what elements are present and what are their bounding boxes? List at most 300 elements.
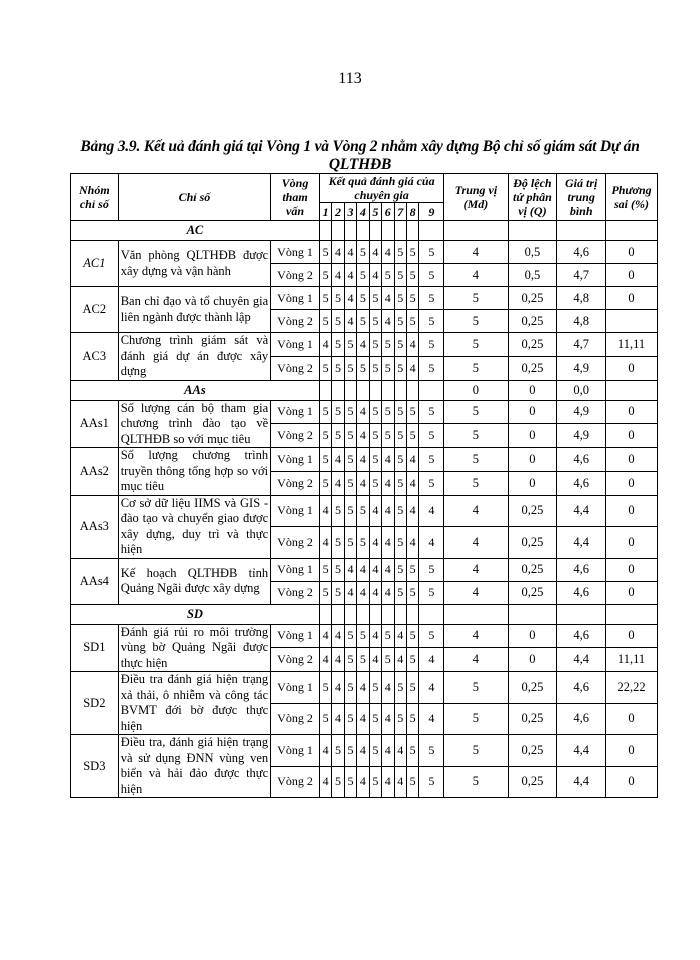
indicator-code: SD2 [71, 672, 119, 735]
expert-score: 5 [319, 672, 331, 704]
expert-score: 5 [319, 310, 331, 333]
header-indicator: Chỉ số [118, 174, 270, 221]
mean-value: 4,6 [557, 558, 606, 581]
deviation-value: 0,25 [508, 333, 557, 357]
expert-score: 4 [332, 624, 344, 648]
expert-score: 5 [319, 287, 331, 310]
expert-score: 5 [344, 448, 356, 472]
expert-score: 4 [394, 735, 406, 767]
header-variance: Phương sai (%) [606, 174, 658, 221]
table-row [71, 241, 658, 264]
expert-score: 4 [369, 558, 381, 581]
expert-score: 4 [319, 495, 331, 527]
mean-value: 4,4 [557, 495, 606, 527]
round-label: Vòng 2 [271, 527, 320, 559]
expert-score: 5 [344, 400, 356, 424]
indicator-text: Kế hoạch QLTHĐB tỉnh Quảng Ngãi được xây dựng [118, 558, 270, 604]
expert-score: 5 [394, 448, 406, 472]
deviation-value: 0,5 [508, 264, 557, 287]
expert-score: 5 [419, 624, 444, 648]
results-table [70, 173, 658, 798]
round-label: Vòng 2 [271, 356, 320, 380]
median-value: 5 [444, 400, 508, 424]
round-label: Vòng 2 [271, 766, 320, 798]
median-value: 5 [444, 333, 508, 357]
expert-score: 5 [394, 495, 406, 527]
empty-score-cell [382, 221, 394, 241]
deviation-value: 0,25 [508, 672, 557, 704]
expert-score: 5 [382, 624, 394, 648]
expert-score: 5 [357, 624, 369, 648]
expert-score: 4 [357, 400, 369, 424]
expert-score: 4 [382, 735, 394, 767]
indicator-code: SD3 [71, 735, 119, 798]
mean-value: 4,4 [557, 735, 606, 767]
median-value: 4 [444, 495, 508, 527]
expert-score: 4 [344, 558, 356, 581]
expert-score: 5 [319, 424, 331, 448]
variance-value: 0 [606, 624, 658, 648]
group-code: AC [71, 221, 320, 241]
indicator-code: AC2 [71, 287, 119, 333]
empty-score-cell [406, 380, 418, 400]
indicator-text: Cơ sở dữ liệu IIMS và GIS - đào tạo và chuyển giao được xây dựng, duy trì và thực hiện [118, 495, 270, 558]
header-expert-number: 1 [319, 203, 331, 221]
expert-score: 4 [369, 624, 381, 648]
expert-score: 5 [394, 703, 406, 735]
variance-value: 0 [606, 495, 658, 527]
expert-score: 5 [319, 581, 331, 604]
empty-score-cell [394, 604, 406, 624]
expert-score: 5 [406, 766, 418, 798]
expert-score: 5 [344, 356, 356, 380]
expert-score: 4 [382, 703, 394, 735]
mean-value: 4,4 [557, 766, 606, 798]
empty-score-cell [357, 221, 369, 241]
expert-score: 4 [344, 287, 356, 310]
expert-score: 5 [369, 356, 381, 380]
expert-score: 5 [357, 495, 369, 527]
empty-score-cell [406, 604, 418, 624]
expert-score: 4 [319, 766, 331, 798]
indicator-code: AC3 [71, 333, 119, 381]
expert-score: 4 [382, 287, 394, 310]
expert-score: 4 [357, 735, 369, 767]
header-expert-number: 7 [394, 203, 406, 221]
expert-score: 4 [357, 333, 369, 357]
expert-score: 4 [344, 310, 356, 333]
empty-score-cell [357, 380, 369, 400]
empty-score-cell [319, 604, 331, 624]
mean-value: 4,6 [557, 624, 606, 648]
expert-score: 5 [344, 648, 356, 672]
deviation-value: 0,25 [508, 287, 557, 310]
group-variance [606, 221, 658, 241]
indicator-code: AAs1 [71, 400, 119, 448]
expert-score: 4 [382, 581, 394, 604]
variance-value: 0 [606, 735, 658, 767]
expert-score: 5 [394, 241, 406, 264]
deviation-value: 0,25 [508, 766, 557, 798]
empty-score-cell [419, 221, 444, 241]
expert-score: 5 [406, 400, 418, 424]
expert-score: 5 [419, 400, 444, 424]
expert-score: 5 [406, 310, 418, 333]
deviation-value: 0 [508, 424, 557, 448]
table-row [71, 624, 658, 648]
expert-score: 5 [369, 766, 381, 798]
median-value: 4 [444, 264, 508, 287]
expert-score: 4 [382, 558, 394, 581]
round-label: Vòng 1 [271, 400, 320, 424]
empty-score-cell [332, 380, 344, 400]
expert-score: 4 [319, 333, 331, 357]
expert-score: 5 [419, 766, 444, 798]
empty-score-cell [344, 221, 356, 241]
indicator-text: Điều tra đánh giá hiện trạng xả thải, ô nhiễm và công tác BVMT đới bờ được thực hiện [118, 672, 270, 735]
indicator-code: AAs3 [71, 495, 119, 558]
expert-score: 5 [344, 527, 356, 559]
header-expert-number: 9 [419, 203, 444, 221]
expert-score: 5 [419, 356, 444, 380]
median-value: 4 [444, 648, 508, 672]
expert-score: 5 [369, 471, 381, 495]
expert-score: 4 [369, 264, 381, 287]
expert-score: 5 [357, 356, 369, 380]
group-median [444, 221, 508, 241]
expert-score: 4 [357, 703, 369, 735]
empty-score-cell [357, 604, 369, 624]
deviation-value: 0 [508, 648, 557, 672]
header-group: Nhóm chỉ số [71, 174, 119, 221]
mean-value: 4,6 [557, 672, 606, 704]
group-variance [606, 380, 658, 400]
median-value: 4 [444, 527, 508, 559]
expert-score: 4 [369, 648, 381, 672]
median-value: 5 [444, 703, 508, 735]
expert-score: 5 [369, 735, 381, 767]
expert-score: 5 [369, 424, 381, 448]
expert-score: 5 [406, 648, 418, 672]
expert-score: 5 [419, 448, 444, 472]
expert-score: 5 [332, 766, 344, 798]
expert-score: 5 [406, 624, 418, 648]
mean-value: 4,6 [557, 241, 606, 264]
table-row [71, 672, 658, 704]
expert-score: 5 [382, 333, 394, 357]
expert-score: 5 [394, 333, 406, 357]
header-expert-number: 3 [344, 203, 356, 221]
round-label: Vòng 2 [271, 264, 320, 287]
expert-score: 5 [332, 310, 344, 333]
expert-score: 4 [319, 735, 331, 767]
expert-score: 4 [357, 558, 369, 581]
expert-score: 5 [394, 581, 406, 604]
expert-score: 5 [406, 287, 418, 310]
median-value: 5 [444, 735, 508, 767]
expert-score: 5 [319, 448, 331, 472]
empty-score-cell [419, 380, 444, 400]
expert-score: 4 [357, 448, 369, 472]
variance-value: 0 [606, 581, 658, 604]
expert-score: 5 [357, 287, 369, 310]
expert-score: 5 [344, 766, 356, 798]
group-deviation: 0 [508, 380, 557, 400]
deviation-value: 0 [508, 400, 557, 424]
expert-score: 5 [369, 400, 381, 424]
expert-score: 4 [319, 648, 331, 672]
variance-value: 0 [606, 448, 658, 472]
expert-score: 5 [406, 264, 418, 287]
deviation-value: 0,25 [508, 703, 557, 735]
expert-score: 4 [382, 672, 394, 704]
variance-value: 22,22 [606, 672, 658, 704]
expert-score: 5 [357, 527, 369, 559]
expert-score: 4 [332, 648, 344, 672]
variance-value: 0 [606, 356, 658, 380]
expert-score: 5 [406, 581, 418, 604]
deviation-value: 0,25 [508, 356, 557, 380]
expert-score: 5 [419, 310, 444, 333]
expert-score: 4 [419, 495, 444, 527]
mean-value: 4,7 [557, 264, 606, 287]
indicator-code: AAs2 [71, 448, 119, 496]
indicator-text: Ban chỉ đạo và tổ chuyên gia liên ngành được thành lập [118, 287, 270, 333]
empty-score-cell [419, 604, 444, 624]
header-experts: Kết quả đánh giá của chuyên gia [319, 174, 443, 203]
expert-score: 4 [332, 241, 344, 264]
mean-value: 4,6 [557, 471, 606, 495]
expert-score: 5 [382, 400, 394, 424]
expert-score: 5 [344, 735, 356, 767]
empty-score-cell [332, 221, 344, 241]
expert-score: 5 [394, 356, 406, 380]
expert-score: 5 [394, 264, 406, 287]
expert-score: 4 [419, 527, 444, 559]
mean-value: 4,9 [557, 356, 606, 380]
deviation-value: 0,25 [508, 735, 557, 767]
indicator-code: AAs4 [71, 558, 119, 604]
empty-score-cell [382, 380, 394, 400]
expert-score: 5 [419, 264, 444, 287]
expert-score: 5 [369, 287, 381, 310]
expert-score: 4 [332, 703, 344, 735]
expert-score: 5 [394, 558, 406, 581]
expert-score: 4 [319, 624, 331, 648]
expert-score: 4 [357, 672, 369, 704]
median-value: 5 [444, 356, 508, 380]
expert-score: 5 [394, 287, 406, 310]
expert-score: 5 [419, 333, 444, 357]
round-label: Vòng 2 [271, 310, 320, 333]
expert-score: 5 [332, 558, 344, 581]
header-expert-number: 4 [357, 203, 369, 221]
round-label: Vòng 2 [271, 648, 320, 672]
variance-value: 0 [606, 241, 658, 264]
expert-score: 4 [357, 581, 369, 604]
round-label: Vòng 1 [271, 735, 320, 767]
round-label: Vòng 1 [271, 333, 320, 357]
round-label: Vòng 1 [271, 241, 320, 264]
empty-score-cell [394, 221, 406, 241]
indicator-text: Số lượng chương trình truyền thông tổng hợp so với mục tiêu [118, 448, 270, 496]
table-row [71, 333, 658, 357]
round-label: Vòng 2 [271, 703, 320, 735]
median-value: 5 [444, 448, 508, 472]
table-body [71, 221, 658, 798]
expert-score: 4 [357, 471, 369, 495]
expert-score: 5 [332, 735, 344, 767]
expert-score: 5 [344, 424, 356, 448]
table-header [71, 174, 658, 221]
header-expert-number: 5 [369, 203, 381, 221]
round-label: Vòng 1 [271, 558, 320, 581]
table-caption: Bảng 3.9. Kết uả đánh giá tại Vòng 1 và Vòng 2 nhằm xây dựng Bộ chỉ số giám sát Dự án QLTHĐB [80, 138, 640, 173]
indicator-text: Văn phòng QLTHĐB được xây dựng và vận hành [118, 241, 270, 287]
expert-score: 4 [332, 471, 344, 495]
expert-score: 4 [332, 672, 344, 704]
expert-score: 4 [369, 495, 381, 527]
expert-score: 5 [332, 495, 344, 527]
expert-score: 5 [394, 424, 406, 448]
expert-score: 4 [332, 448, 344, 472]
indicator-code: SD1 [71, 624, 119, 672]
expert-score: 5 [357, 648, 369, 672]
round-label: Vòng 2 [271, 581, 320, 604]
median-value: 5 [444, 287, 508, 310]
expert-score: 4 [406, 448, 418, 472]
group-code: SD [71, 604, 320, 624]
expert-score: 4 [406, 333, 418, 357]
expert-score: 4 [332, 264, 344, 287]
expert-score: 5 [406, 735, 418, 767]
expert-score: 5 [369, 703, 381, 735]
deviation-value: 0,25 [508, 527, 557, 559]
variance-value: 11,11 [606, 648, 658, 672]
table-row [71, 735, 658, 767]
expert-score: 4 [369, 241, 381, 264]
expert-score: 4 [406, 495, 418, 527]
group-median [444, 604, 508, 624]
expert-score: 5 [344, 471, 356, 495]
median-value: 5 [444, 766, 508, 798]
variance-value: 11,11 [606, 333, 658, 357]
expert-score: 4 [382, 241, 394, 264]
deviation-value: 0,25 [508, 495, 557, 527]
median-value: 5 [444, 672, 508, 704]
median-value: 4 [444, 558, 508, 581]
header-round: Vòng tham vấn [271, 174, 320, 221]
expert-score: 4 [344, 581, 356, 604]
round-label: Vòng 1 [271, 672, 320, 704]
round-label: Vòng 1 [271, 448, 320, 472]
expert-score: 5 [419, 241, 444, 264]
median-value: 5 [444, 471, 508, 495]
empty-score-cell [344, 604, 356, 624]
expert-score: 4 [419, 672, 444, 704]
median-value: 5 [444, 424, 508, 448]
expert-score: 4 [406, 356, 418, 380]
expert-score: 4 [382, 495, 394, 527]
expert-score: 4 [406, 527, 418, 559]
expert-score: 5 [382, 264, 394, 287]
expert-score: 4 [382, 471, 394, 495]
mean-value: 4,6 [557, 581, 606, 604]
group-variance [606, 604, 658, 624]
variance-value: 0 [606, 471, 658, 495]
group-row [71, 221, 658, 241]
mean-value: 4,4 [557, 648, 606, 672]
empty-score-cell [369, 221, 381, 241]
empty-score-cell [369, 380, 381, 400]
expert-score: 5 [319, 558, 331, 581]
group-deviation [508, 604, 557, 624]
expert-score: 5 [332, 287, 344, 310]
header-mean: Giá trị trung bình [557, 174, 606, 221]
expert-score: 5 [419, 424, 444, 448]
header-expert-number: 2 [332, 203, 344, 221]
expert-score: 5 [319, 471, 331, 495]
group-mean [557, 604, 606, 624]
round-label: Vòng 1 [271, 495, 320, 527]
expert-score: 4 [382, 527, 394, 559]
expert-score: 5 [406, 558, 418, 581]
expert-score: 5 [419, 735, 444, 767]
expert-score: 5 [406, 703, 418, 735]
indicator-text: Chương trình giám sát và đánh giá dự án được xây dựng [118, 333, 270, 381]
round-label: Vòng 1 [271, 624, 320, 648]
empty-score-cell [369, 604, 381, 624]
expert-score: 4 [394, 766, 406, 798]
round-label: Vòng 1 [271, 287, 320, 310]
group-median: 0 [444, 380, 508, 400]
expert-score: 5 [369, 448, 381, 472]
indicator-text: Đánh giá rủi ro môi trường vùng bờ Quảng Ngãi được thực hiện [118, 624, 270, 672]
deviation-value: 0 [508, 471, 557, 495]
indicator-code: AC1 [71, 241, 119, 287]
mean-value: 4,8 [557, 287, 606, 310]
expert-score: 5 [344, 672, 356, 704]
expert-score: 5 [357, 310, 369, 333]
header-median: Trung vị (Md) [444, 174, 508, 221]
expert-score: 4 [394, 648, 406, 672]
expert-score: 5 [394, 672, 406, 704]
indicator-text: Số lượng cán bộ tham gia chương trình đào tạo về QLTHĐB so với mục tiêu [118, 400, 270, 448]
expert-score: 4 [406, 471, 418, 495]
deviation-value: 0 [508, 448, 557, 472]
expert-score: 5 [369, 333, 381, 357]
expert-score: 4 [394, 624, 406, 648]
expert-score: 4 [369, 527, 381, 559]
expert-score: 5 [344, 703, 356, 735]
expert-score: 5 [369, 310, 381, 333]
median-value: 4 [444, 581, 508, 604]
median-value: 4 [444, 241, 508, 264]
expert-score: 4 [357, 766, 369, 798]
expert-score: 5 [419, 581, 444, 604]
expert-score: 4 [382, 448, 394, 472]
expert-score: 5 [406, 672, 418, 704]
expert-score: 5 [332, 424, 344, 448]
expert-score: 5 [382, 356, 394, 380]
expert-score: 4 [344, 264, 356, 287]
round-label: Vòng 2 [271, 424, 320, 448]
expert-score: 5 [344, 624, 356, 648]
expert-score: 5 [332, 356, 344, 380]
expert-score: 5 [344, 495, 356, 527]
expert-score: 5 [419, 558, 444, 581]
mean-value: 4,6 [557, 448, 606, 472]
